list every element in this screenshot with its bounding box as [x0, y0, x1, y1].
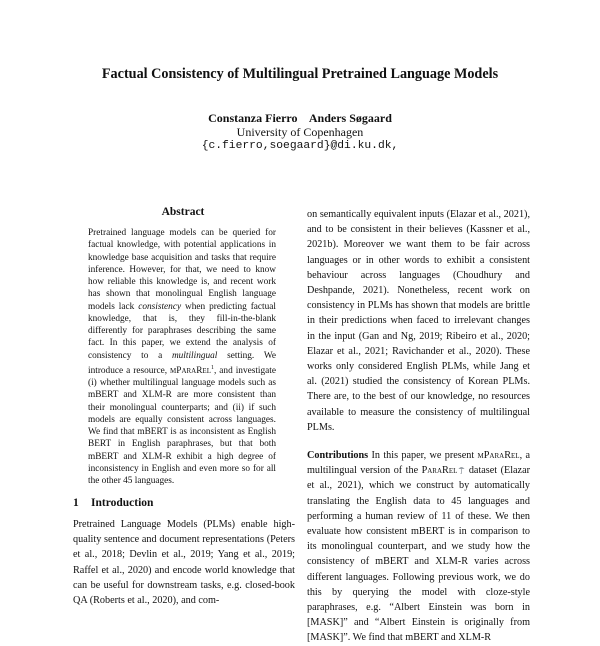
contributions-text-3: dataset (Elazar et al., 2021), which we construct by automatically translating the English data to 45 languages and performing a human review of 11 of these. We then evaluate how consistent mBERT is in comparison to its monolingual counterpart, and we study how the consistency of mBERT and XLM-R varies across different languages. Following previous work, we do this by querying the model with cloze-style paraphrases, e.g. “Albert Einstein was born in [MASK]” and “Albert Einstein is originally from [MASK]”. We find that mBERT and XLM-R [307, 465, 530, 644]
abstract-heading: Abstract [161, 206, 205, 218]
paper-authors: Constanza Fierro Anders Søgaard [208, 111, 392, 125]
contributions-pararel-name: ParaRel [421, 465, 458, 477]
paper-affiliation: University of Copenhagen [236, 125, 364, 139]
section-heading-introduction [73, 497, 153, 509]
section-title: Introduction [91, 497, 154, 509]
abstract-text-4: , and investigate (i) whether multilingual language models such as mBERT and XLM-R are more consistent than their monolingual counterparts; and (ii) if such models are equally consistent across languages. We find that mBERT is as inconsistent as English BERT in English paraphrases, but that both mBERT and XLM-R exhibit a high degree of inconsistency in English and even more so for all the other 45 languages. [88, 365, 276, 487]
contributions-text-2: , a multilingual version of the [307, 450, 531, 477]
abstract-text-3: setting. We introduce a resource, [88, 350, 276, 376]
abstract-body [88, 227, 276, 487]
abstract-text-1: Pretrained language models can be queried for factual knowledge, with potential applications in knowledge base acquisition and tasks that require inference. However, for that, we need to know how reliable this knowledge is, and recent work has shown that monolingual English language models lack [88, 228, 276, 312]
contributions-heading: Contributions [307, 450, 369, 461]
contributions-text-1: In this paper, we present [371, 450, 478, 461]
contributions-resource-name: mParaRel [477, 450, 520, 461]
introduction-body: Pretrained Language Models (PLMs) enable high-quality sentence and document representations (Peters et al., 2018; Devlin et al., 2019; Yang et al., 2019; Raffel et al., 2020) and encode world knowledge that can be useful for downstream tasks, e.g. closed-book QA (Roberts et al., 2020), and com- [73, 519, 295, 607]
paper-title: Factual Consistency of Multilingual Pretrained Language Models [101, 66, 499, 82]
abstract-resource-name: mParaRel [170, 365, 211, 376]
section-number: 1 [73, 497, 79, 509]
paper-email: {c.fierro,soegaard}@di.ku.dk, [201, 140, 399, 152]
contributions-paragraph [307, 448, 530, 646]
right-column-paragraph-1: on semantically equivalent inputs (Elazar et al., 2021), and to be consistent in their believes (Kassner et al., 2021b). Moreover we want them to be fair across languages or in other words to exhibit a consistent behaviour across languages (Choudhury and Deshpande, 2021). Nonetheless, recent work on consistency in PLMs has shown that models are brittle in their predictions when faced to irrelevant changes in the input (Gan and Ng, 2019; Ribeiro et al., 2020; Elazar et al., 2021; Ravichander et al., 2020). These works only considered English PLMs, while Jang et al. (2021) studied the consistency of Korean PLMs. There are, to the best of our knowledge, no resources available to measure the consistency of multilingual PLMs. [307, 209, 530, 433]
abstract-em-consistency: consistency [138, 301, 182, 312]
abstract-em-multilingual: multilingual [171, 350, 218, 361]
abstract-text-2: when predicting factual knowledge, that is, they fill-in-the-blank differently for paraphrases describing the same fact. In this paper, we extend the analysis of consistency to a [88, 301, 276, 361]
abstract-footnote-marker: 1 [210, 364, 214, 371]
